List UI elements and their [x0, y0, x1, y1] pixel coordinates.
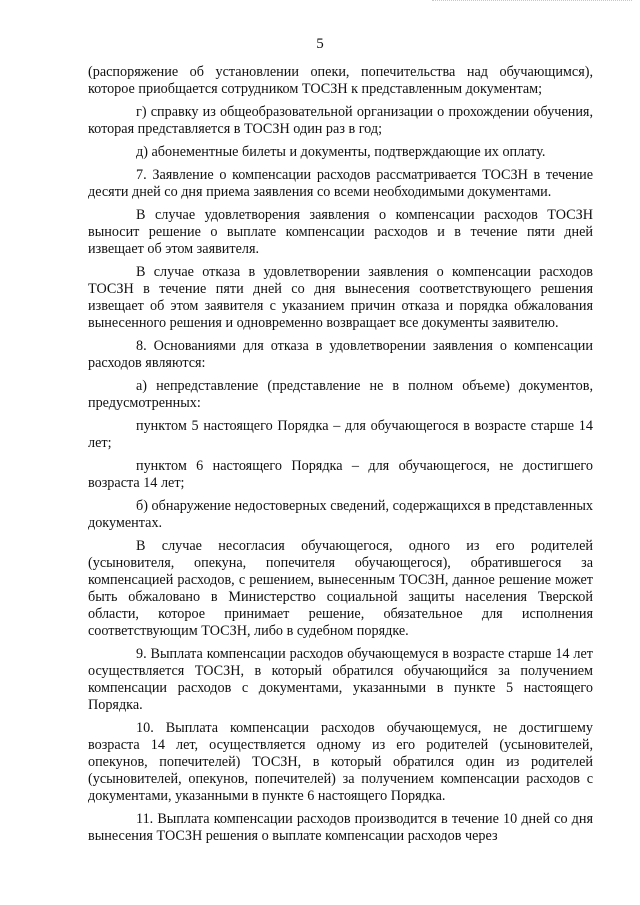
paragraph-clause-7: 7. Заявление о компенсации расходов рассматривается ТОСЗН в течение десяти дней со дня приема заявления со всеми необходимыми документами.	[88, 167, 593, 200]
paragraph-clause-8: 8. Основаниями для отказа в удовлетворении заявления о компенсации расходов являются:	[88, 338, 593, 371]
paragraph-continuation: (распоряжение об установлении опеки, попечительства над обучающимся), которое приобщается сотрудником ТОСЗН к представленным документам;	[88, 64, 593, 97]
paragraph-item-a: а) непредставление (представление не в полном объеме) документов, предусмотренных:	[88, 378, 593, 411]
paragraph-item-b: б) обнаружение недостоверных сведений, содержащихся в представленных документах.	[88, 498, 593, 531]
paragraph-clause-10: 10. Выплата компенсации расходов обучающемуся, не достигшему возраста 14 лет, осуществляется одному из его родителей (усыновителей, опекунов, попечителей) ТОСЗН, в который обратился один из родителей (усыновителей, опекунов, попечителей) за получением компенсации расходов с документами, указанными в пункте 6 настоящего Порядка.	[88, 720, 593, 804]
paragraph-approval: В случае удовлетворения заявления о компенсации расходов ТОСЗН выносит решение о выплате компенсации расходов и в течение пяти дней извещает об этом заявителя.	[88, 207, 593, 257]
document-body	[88, 64, 593, 850]
paragraph-refusal: В случае отказа в удовлетворении заявления о компенсации расходов ТОСЗН в течение пяти дней со дня вынесения соответствующего решения извещает об этом заявителя с указанием причин отказа и порядка обжалования вынесенного решения и одновременно возвращает все документы заявителю.	[88, 264, 593, 331]
scan-header-mark	[432, 0, 632, 4]
paragraph-appeal: В случае несогласия обучающегося, одного из его родителей (усыновителя, опекуна, попечителя обучающегося), обратившегося за компенсацией расходов, с решением, вынесенным ТОСЗН, данное решение может быть обжаловано в Министерство социальной защиты населения Тверской области, которое принимает решение, обязательное для исполнения соответствующим ТОСЗН, либо в судебном порядке.	[88, 538, 593, 639]
paragraph-point-6: пунктом 6 настоящего Порядка – для обучающегося, не достигшего возраста 14 лет;	[88, 458, 593, 491]
paragraph-item-d: д) абонементные билеты и документы, подтверждающие их оплату.	[136, 144, 546, 160]
paragraph-clause-11: 11. Выплата компенсации расходов производится в течение 10 дней со дня вынесения ТОСЗН решения о выплате компенсации расходов через	[88, 811, 593, 844]
page-number: 5	[316, 36, 324, 52]
paragraph-point-5: пунктом 5 настоящего Порядка – для обучающегося в возрасте старше 14 лет;	[88, 418, 593, 451]
paragraph-clause-9: 9. Выплата компенсации расходов обучающемуся в возрасте старше 14 лет осуществляется ТОСЗН, в который обратился обучающийся за получением компенсации расходов с документами, указанными в пункте 5 настоящего Порядка.	[88, 646, 593, 713]
paragraph-item-g: г) справку из общеобразовательной организации о прохождении обучения, которая представляется в ТОСЗН один раз в год;	[88, 104, 593, 137]
